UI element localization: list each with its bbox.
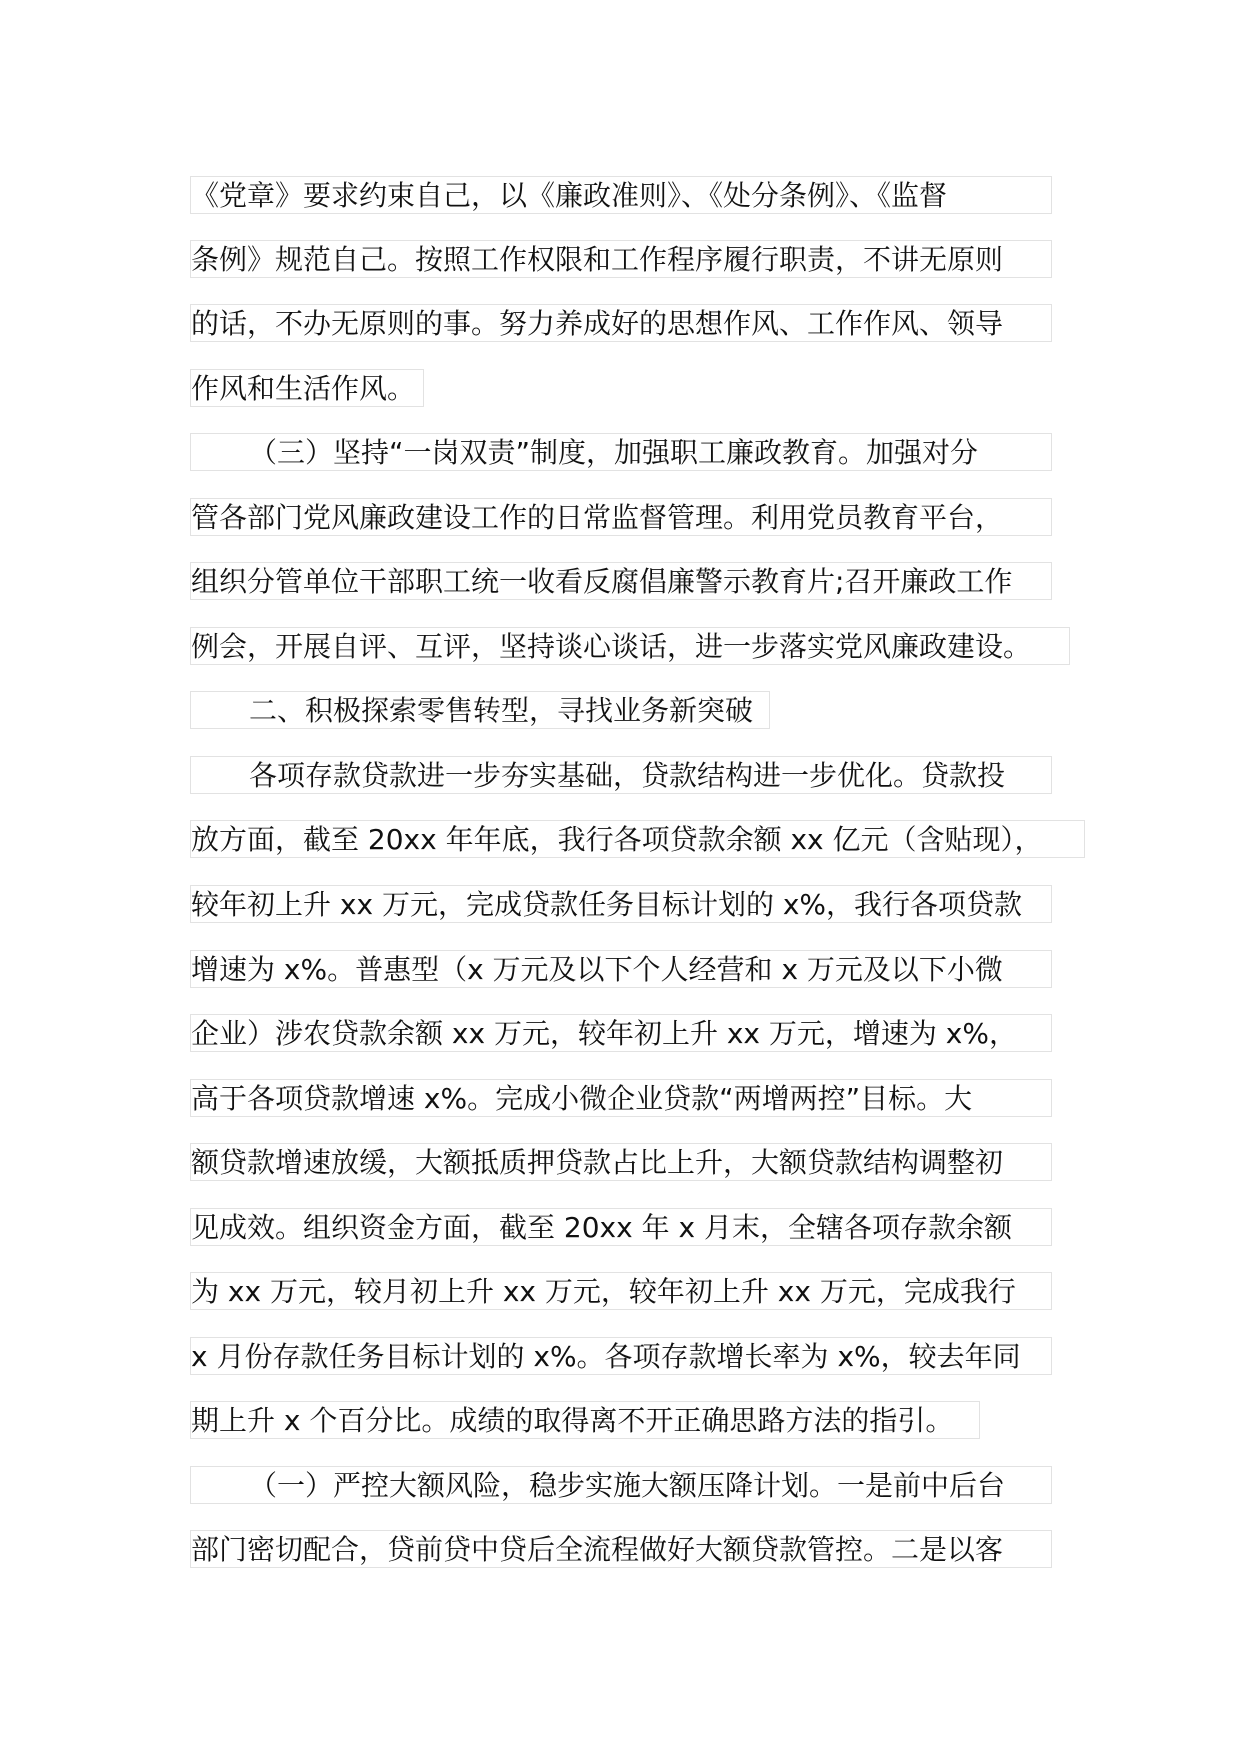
text-line: 见成效。组织资金方面，截至 20xx 年 x 月末，全辖各项存款余额: [190, 1208, 1052, 1246]
text-line: 高于各项贷款增速 x%。完成小微企业贷款“两增两控”目标。大: [190, 1079, 1052, 1117]
text-line: 例会，开展自评、互评，坚持谈心谈话，进一步落实党风廉政建设。: [190, 627, 1070, 665]
text-line: 较年初上升 xx 万元，完成贷款任务目标计划的 x%，我行各项贷款: [190, 885, 1052, 923]
text-line: 管各部门党风廉政建设工作的日常监督管理。利用党员教育平台，: [190, 498, 1052, 536]
paragraph-start-line: （三）坚持“一岗双责”制度，加强职工廉政教育。加强对分: [190, 433, 1052, 471]
text-line: x 月份存款任务目标计划的 x%。各项存款增长率为 x%，较去年同: [190, 1337, 1052, 1375]
text-line: 部门密切配合，贷前贷中贷后全流程做好大额贷款管控。二是以客: [190, 1530, 1052, 1568]
text-line: 的话，不办无原则的事。努力养成好的思想作风、工作作风、领导: [190, 304, 1052, 342]
text-line: 额贷款增速放缓，大额抵质押贷款占比上升，大额贷款结构调整初: [190, 1143, 1052, 1181]
text-line: 企业）涉农贷款余额 xx 万元，较年初上升 xx 万元，增速为 x%，: [190, 1014, 1052, 1052]
text-line: 条例》规范自己。按照工作权限和工作程序履行职责，不讲无原则: [190, 240, 1052, 278]
text-line: 为 xx 万元，较月初上升 xx 万元，较年初上升 xx 万元，完成我行: [190, 1272, 1052, 1310]
text-line: 增速为 x%。普惠型（x 万元及以下个人经营和 x 万元及以下小微: [190, 950, 1052, 988]
text-line: 放方面，截至 20xx 年年底，我行各项贷款余额 xx 亿元（含贴现），: [190, 820, 1085, 858]
text-line: 作风和生活作风。: [190, 369, 424, 407]
text-line: 组织分管单位干部职工统一收看反腐倡廉警示教育片;召开廉政工作: [190, 562, 1052, 600]
paragraph-start-line: 各项存款贷款进一步夯实基础，贷款结构进一步优化。贷款投: [190, 756, 1052, 794]
text-line: 期上升 x 个百分比。成绩的取得离不开正确思路方法的指引。: [190, 1401, 980, 1439]
paragraph-start-line: （一）严控大额风险，稳步实施大额压降计划。一是前中后台: [190, 1466, 1052, 1504]
section-heading: 二、积极探索零售转型，寻找业务新突破: [190, 691, 770, 729]
text-line: 《党章》要求约束自己，以《廉政准则》、《处分条例》、《监督: [190, 176, 1052, 214]
